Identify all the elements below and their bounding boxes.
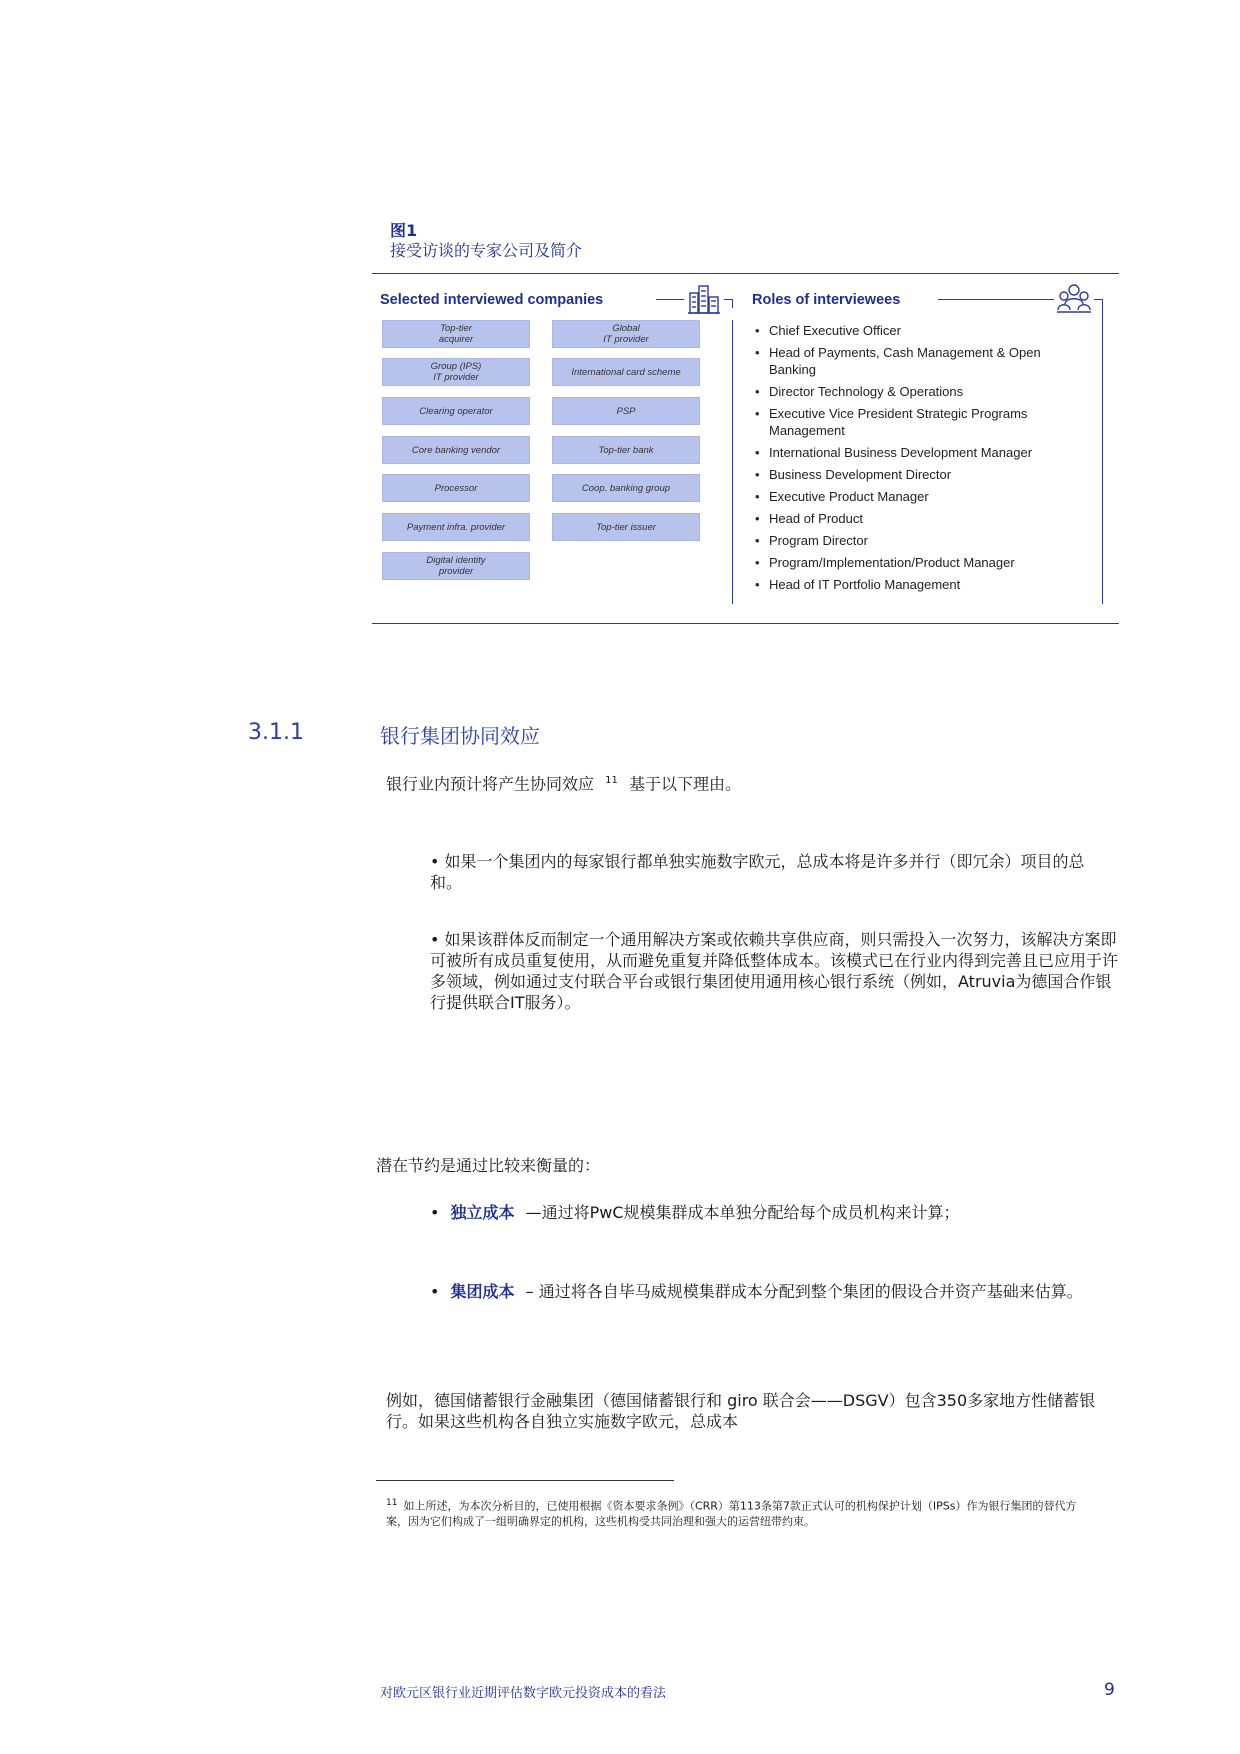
standalone-cost-item: [430, 1202, 1102, 1223]
figure-bottom-rule: [372, 623, 1119, 624]
list-item: • Head of Payments, Cash Management & Open Banking: [752, 344, 1072, 378]
company-box: International card scheme: [552, 358, 700, 386]
group-cost-text: – 通过将各自毕马威规模集群成本分配到整个集团的假设合并资产基础来估算。: [525, 1282, 1083, 1301]
company-box: Top-tier issuer: [552, 513, 700, 541]
roles-list: [752, 322, 1072, 598]
bullet-paragraph-2: • 如果该群体反而制定一个通用解决方案或依赖共享供应商，则只需投入一次努力，该解决方案即可被所有成员重复使用，从而避免重复并降低整体成本。该模式已在行业内得到完善且已应用于许多领域，例如通过支付联合平台或银行集团使用通用核心银行系统（例如，Atruvia为德国合作银行提供联合IT服务）。: [430, 930, 1119, 1012]
figure-title: 接受访谈的专家公司及简介: [390, 241, 583, 260]
list-item: • Executive Vice President Strategic Programs Management: [752, 405, 1072, 439]
bullet-mark: •: [430, 1282, 440, 1301]
group-cost-item: [430, 1281, 1102, 1302]
company-box: Top-tier acquirer: [382, 320, 530, 348]
list-item: • Program/Implementation/Product Manager: [752, 554, 1072, 571]
footnote-ref: 11: [605, 775, 618, 786]
roles-heading-rule: [938, 299, 1054, 300]
roles-heading: Roles of interviewees: [752, 292, 901, 308]
company-box: Coop. banking group: [552, 474, 700, 502]
figure-label: 图1: [390, 221, 418, 240]
list-item: • Head of IT Portfolio Management: [752, 576, 1072, 593]
company-box: Payment infra. provider: [382, 513, 530, 541]
list-item: • Business Development Director: [752, 466, 1072, 483]
group-cost-term: 集团成本: [450, 1282, 515, 1301]
column-divider: [732, 320, 733, 604]
standalone-cost-text: —通过将PwC规模集群成本单独分配给每个成员机构来计算；: [525, 1203, 960, 1222]
company-box: PSP: [552, 397, 700, 425]
bullet-paragraph-1: • 如果一个集团内的每家银行都单独实施数字欧元，总成本将是许多并行（即冗余）项目的总和。: [430, 852, 1085, 892]
savings-intro: 潜在节约是通过比较来衡量的：: [376, 1156, 601, 1175]
companies-corner: [724, 299, 733, 308]
people-group-icon: [1057, 282, 1091, 318]
example-paragraph: 例如，德国储蓄银行金融集团（德国储蓄银行和 giro 联合会——DSGV）包含350多家地方性储蓄银行。如果这些机构各自独立实施数字欧元，总成本: [386, 1391, 1096, 1431]
company-box: Digital identity provider: [382, 552, 530, 580]
footnote-rule: [376, 1480, 674, 1481]
company-box: Group (IPS) IT provider: [382, 358, 530, 386]
list-item: • Chief Executive Officer: [752, 322, 1072, 339]
company-box: Global IT provider: [552, 320, 700, 348]
list-item: • Program Director: [752, 532, 1072, 549]
bullet-mark: •: [430, 1203, 440, 1222]
intro-end: 基于以下理由。: [628, 774, 741, 794]
list-item: • Director Technology & Operations: [752, 383, 1072, 400]
company-box: Core banking vendor: [382, 436, 530, 464]
footnote-number: 11: [386, 1498, 398, 1508]
figure-top-rule: [372, 273, 1119, 274]
companies-heading-rule: [656, 299, 684, 300]
footer-title: 对欧元区银行业近期评估数字欧元投资成本的看法: [380, 1686, 667, 1701]
company-box: Processor: [382, 474, 530, 502]
standalone-cost-term: 独立成本: [450, 1203, 515, 1222]
intro-text: 银行业内预计将产生协同效应: [386, 774, 595, 794]
roles-right-rule: [1102, 307, 1103, 604]
page-number: 9: [1104, 1680, 1115, 1700]
list-item: • Head of Product: [752, 510, 1072, 527]
list-item: • International Business Development Manager: [752, 444, 1072, 461]
footnote-text: 如上所述，为本次分析目的，已使用根据《资本要求条例》（CRR）第113条第7款正式认可的机构保护计划（IPSs）作为银行集团的替代方案，因为它们构成了一组明确界定的机构，这些机构受共同治理和强大的运营纽带约束。: [386, 1499, 1077, 1528]
section-number: 3.1.1: [248, 720, 304, 745]
companies-heading: Selected interviewed companies: [380, 292, 604, 308]
footnote: [386, 1496, 1098, 1529]
company-box: Clearing operator: [382, 397, 530, 425]
section-title: 银行集团协同效应: [380, 724, 540, 748]
list-item: • Executive Product Manager: [752, 488, 1072, 505]
city-buildings-icon: [688, 283, 720, 319]
company-box: Top-tier bank: [552, 436, 700, 464]
intro-paragraph: [386, 770, 1086, 794]
